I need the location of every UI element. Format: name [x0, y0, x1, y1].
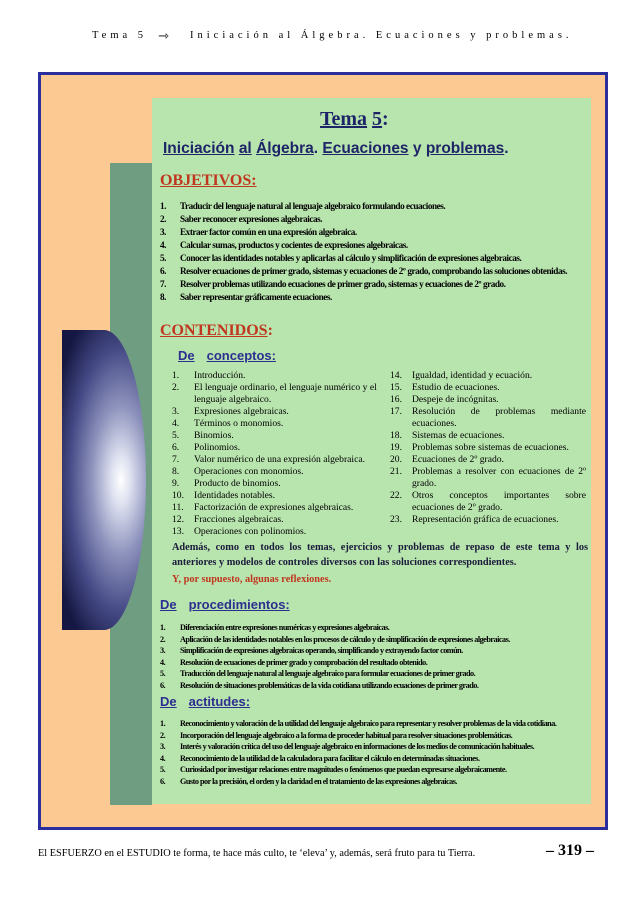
- item-text: Problemas sobre sistemas de ecuaciones.: [412, 442, 569, 453]
- subtitle-word: Iniciación: [163, 140, 235, 157]
- page-number: – 319 –: [546, 842, 594, 859]
- item-number: 7.: [160, 279, 166, 289]
- item-number: 17.: [390, 406, 402, 417]
- item-text: Resolución de ecuaciones de primer grado y comprobación del resultado obtenido.: [180, 657, 428, 667]
- item-text: Resolución de situaciones problemáticas de la vida cotidiana utilizando ecuaciones de primer grado.: [180, 680, 479, 690]
- subtitle-word: Álgebra: [256, 140, 314, 157]
- item-text: Problemas a resolver con ecuaciones de 2º grado.: [412, 466, 586, 489]
- item-number: 20.: [390, 454, 402, 465]
- list-item: [172, 526, 378, 538]
- objetivos-heading: [160, 172, 257, 190]
- item-text: Fracciones algebraicas.: [194, 514, 284, 525]
- conceptos-heading: [178, 348, 288, 363]
- list-item: [160, 622, 584, 634]
- item-text: Saber representar gráficamente ecuaciones.: [180, 292, 332, 302]
- item-text: Diferenciación entre expresiones numéricas y expresiones algebraicas.: [180, 623, 390, 632]
- list-item: [390, 466, 586, 490]
- header-right: Iniciación al Álgebra. Ecuaciones y problemas.: [190, 30, 573, 41]
- list-item: [160, 764, 584, 776]
- list-item: [172, 430, 378, 442]
- list-item: [160, 680, 584, 692]
- running-header: [0, 30, 638, 50]
- list-item: [160, 252, 584, 265]
- item-number: 2.: [172, 382, 180, 393]
- list-item: [160, 718, 584, 730]
- sphere-graphic: [62, 330, 146, 630]
- contenidos-heading: [160, 322, 273, 340]
- item-number: 4.: [172, 418, 180, 429]
- item-number: 4.: [160, 657, 166, 667]
- item-number: 18.: [390, 430, 402, 441]
- item-text: Aplicación de las identidades notables en los procesos de cálculo y de simplificación de expresiones algebraicas.: [180, 634, 510, 644]
- item-text: Traducir del lenguaje natural al lenguaje algebraico formulando ecuaciones.: [180, 201, 446, 211]
- heading-word: De: [160, 694, 177, 709]
- item-number: 1.: [160, 623, 166, 632]
- item-text: Sistemas de ecuaciones.: [412, 430, 505, 441]
- item-number: 5.: [160, 765, 166, 774]
- list-item: [172, 382, 378, 406]
- item-text: Factorización de expresiones algebraicas.: [194, 502, 354, 513]
- title-number: 5: [372, 108, 383, 130]
- subtitle-word: y: [412, 140, 422, 157]
- item-text: Resolución de problemas mediante ecuaciones.: [412, 406, 586, 429]
- list-item: [172, 478, 378, 490]
- page-subtitle: [163, 140, 509, 158]
- item-text: Estudio de ecuaciones.: [412, 382, 500, 393]
- list-item: [160, 645, 584, 657]
- item-number: 1.: [160, 201, 166, 211]
- item-number: 13.: [172, 526, 184, 537]
- item-number: 8.: [172, 466, 180, 477]
- list-item: [172, 490, 378, 502]
- subtitle-word: Ecuaciones: [322, 140, 409, 157]
- heading-word: conceptos:: [206, 348, 276, 363]
- item-number: 2.: [160, 730, 166, 740]
- item-text: Extraer factor común en una expresión algebraica.: [180, 227, 357, 237]
- item-text: Polinomios.: [194, 442, 241, 453]
- item-number: 6.: [172, 442, 180, 453]
- list-item: [390, 454, 586, 466]
- item-number: 4.: [160, 240, 166, 250]
- item-number: 9.: [172, 478, 180, 489]
- item-text: Saber reconocer expresiones algebraicas.: [180, 214, 323, 224]
- item-text: Valor numérico de una expresión algebraica.: [194, 454, 366, 465]
- heading-word: De: [160, 597, 177, 612]
- list-item: [160, 776, 584, 788]
- item-text: Representación gráfica de ecuaciones.: [412, 514, 559, 525]
- item-number: 3.: [160, 227, 166, 237]
- reflexiones-note: Y, por supuesto, algunas reflexiones.: [172, 574, 332, 585]
- objetivos-heading-text: OBJETIVOS:: [160, 172, 257, 189]
- page-title: [320, 108, 389, 131]
- list-item: [172, 454, 378, 466]
- list-item: [160, 741, 584, 753]
- item-text: Introducción.: [194, 370, 246, 381]
- list-item: [390, 442, 586, 454]
- subtitle-word: problemas: [425, 140, 505, 157]
- item-text: Expresiones algebraicas.: [194, 406, 289, 417]
- item-number: 3.: [160, 646, 166, 655]
- procedimientos-list: [160, 622, 584, 691]
- item-number: 15.: [390, 382, 402, 393]
- title-word: Tema: [320, 108, 368, 130]
- title-colon: :: [382, 108, 389, 130]
- list-item: [160, 730, 584, 742]
- list-item: [172, 466, 378, 478]
- conceptos-right-column: [390, 370, 586, 526]
- footer-motto: El ESFUERZO en el ESTUDIO te forma, te hace más culto, te ‘eleva’ y, además, será fruto para tu Tierra.: [38, 848, 476, 859]
- item-number: 3.: [172, 406, 180, 417]
- item-text: Conocer las identidades notables y aplicarlas al cálculo y simplificación de expresiones algebraicas.: [180, 253, 522, 263]
- item-number: 8.: [160, 292, 166, 302]
- list-item: [172, 418, 378, 430]
- item-number: 1.: [160, 719, 166, 728]
- item-number: 4.: [160, 753, 166, 763]
- actitudes-heading: [160, 694, 262, 709]
- subtitle-punct: .: [504, 140, 509, 157]
- list-item: [390, 430, 586, 442]
- item-number: 19.: [390, 442, 402, 453]
- item-number: 6.: [160, 680, 166, 690]
- item-text: Resolver problemas utilizando ecuaciones de primer grado, sistemas y ecuaciones de 2º grado.: [180, 279, 506, 289]
- item-number: 5.: [160, 669, 166, 678]
- item-text: Incorporación del lenguaje algebraico a la forma de proceder habitual para resolver situaciones problemáticas.: [180, 730, 513, 740]
- item-text: Reconocimiento y valoración de la utilidad del lenguaje algebraico para representar y resolver problemas de la vida cotidiana.: [180, 719, 557, 728]
- item-text: Resolver ecuaciones de primer grado, sistemas y ecuaciones de 2º grado, comprobando las soluciones obtenidas.: [180, 266, 568, 276]
- item-number: 3.: [160, 742, 166, 751]
- list-item: [390, 406, 586, 430]
- list-item: [160, 200, 584, 213]
- header-left: Tema 5: [92, 30, 148, 41]
- list-item: [160, 226, 584, 239]
- item-text: El lenguaje ordinario, el lenguaje numérico y el lenguaje algebraico.: [194, 382, 377, 405]
- item-text: Operaciones con monomios.: [194, 466, 304, 477]
- item-text: Identidades notables.: [194, 490, 275, 501]
- item-number: 6.: [160, 776, 166, 786]
- heading-word: actitudes:: [188, 694, 251, 709]
- list-item: [172, 442, 378, 454]
- actitudes-list: [160, 718, 584, 787]
- item-text: Términos o monomios.: [194, 418, 284, 429]
- item-number: 7.: [172, 454, 180, 465]
- list-item: [160, 753, 584, 765]
- list-item: [160, 668, 584, 680]
- item-text: Curiosidad por investigar relaciones entre magnitudes o fenómenos que puedan expresarse algebraicamente.: [180, 765, 507, 774]
- arrow-icon: ⇾: [158, 28, 169, 43]
- list-item: [160, 634, 584, 646]
- item-text: Despeje de incógnitas.: [412, 394, 499, 405]
- item-number: 5.: [160, 253, 166, 263]
- item-number: 2.: [160, 634, 166, 644]
- list-item: [160, 291, 584, 304]
- list-item: [172, 514, 378, 526]
- list-item: [160, 657, 584, 669]
- item-text: Traducción del lenguaje natural al lenguaje algebraico para formular ecuaciones de primer grado.: [180, 669, 476, 678]
- list-item: [390, 370, 586, 382]
- list-item: [172, 406, 378, 418]
- item-text: Gusto por la precisión, el orden y la claridad en el tratamiento de las expresiones algebraicas.: [180, 776, 457, 786]
- item-number: 12.: [172, 514, 184, 525]
- item-number: 5.: [172, 430, 180, 441]
- item-number: 21.: [390, 466, 402, 477]
- list-item: [160, 278, 584, 291]
- list-item: [390, 490, 586, 514]
- item-number: 11.: [172, 502, 184, 513]
- item-text: Binomios.: [194, 430, 234, 441]
- list-item: [160, 239, 584, 252]
- heading-word: De: [178, 348, 195, 363]
- item-text: Producto de binomios.: [194, 478, 281, 489]
- item-number: 2.: [160, 214, 166, 224]
- list-item: [160, 213, 584, 226]
- item-number: 14.: [390, 370, 402, 381]
- procedimientos-heading: [160, 597, 302, 612]
- item-text: Simplificación de expresiones algebraicas operando, simplificando y extrayendo factor común.: [180, 646, 463, 655]
- item-text: Interés y valoración crítica del uso del lenguaje algebraico en informaciones de los medios de comunicación habituales.: [180, 742, 535, 751]
- list-item: [160, 265, 584, 278]
- item-text: Reconocimiento de la utilidad de la calculadora para facilitar el cálculo en determinadas situaciones.: [180, 753, 480, 763]
- list-item: [390, 382, 586, 394]
- subtitle-punct: .: [313, 140, 319, 157]
- contenidos-heading-text: CONTENIDOS: [160, 322, 268, 339]
- heading-word: procedimientos:: [188, 597, 290, 612]
- item-text: Ecuaciones de 2º grado.: [412, 454, 504, 465]
- contenidos-colon: :: [267, 322, 273, 339]
- item-number: 10.: [172, 490, 184, 501]
- item-text: Igualdad, identidad y ecuación.: [412, 370, 533, 381]
- item-number: 23.: [390, 514, 402, 525]
- item-text: Otros conceptos importantes sobre ecuaciones de 2º grado.: [412, 490, 586, 513]
- item-text: Operaciones con polinomios.: [194, 526, 307, 537]
- objetivos-list: [160, 200, 584, 304]
- extra-note: Además, como en todos los temas, ejercicios y problemas de repaso de este tema y los anteriores y modelos de controles diversos con las soluciones correspondientes.: [172, 542, 588, 568]
- list-item: [390, 394, 586, 406]
- item-number: 16.: [390, 394, 402, 405]
- item-number: 22.: [390, 490, 402, 501]
- conceptos-left-column: [172, 370, 378, 538]
- list-item: [172, 370, 378, 382]
- item-text: Calcular sumas, productos y cocientes de expresiones algebraicas.: [180, 240, 408, 250]
- list-item: [172, 502, 378, 514]
- item-number: 6.: [160, 266, 166, 276]
- list-item: [390, 514, 586, 526]
- item-number: 1.: [172, 370, 180, 381]
- subtitle-word: al: [238, 140, 252, 157]
